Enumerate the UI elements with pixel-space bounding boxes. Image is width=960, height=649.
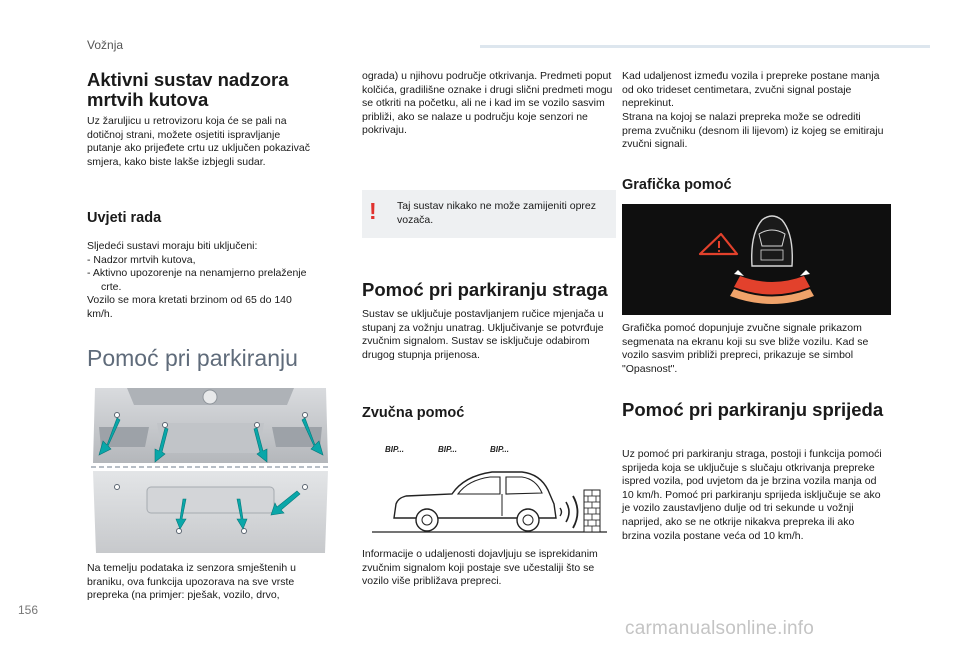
beep-label: BIP... (385, 445, 404, 454)
speed-condition: Vozilo se mora kretati brzinom od 65 do 140 km/h. (87, 294, 292, 320)
warning-text: Taj sustav nikako ne može zamijeniti oprez vozača. (397, 200, 597, 226)
heading-graphic-assist: Grafička pomoć (622, 177, 732, 193)
watermark: carmanualsonline.info (625, 618, 815, 639)
page-number: 156 (18, 603, 39, 617)
heading-parking-assist: Pomoć pri parkiranju (87, 345, 298, 371)
paragraph-front-parking: Uz pomoć pri parkiranju straga, postoji i funkcija pomoći sprijeda koja se uključuje s slučaju otkrivanja prepreke ispred vozila, pod uvjetom da je brzina vozila manja od 10 km/h. Pomoć pri parkiranju sprijeda isključuje se ako je vozilo zaustavljeno dulje od tri sekunde u vožnji naprijed, ako se ne otkrije nikakva prepreka ili ako brzina vozila postane veća od 10 km/h. (622, 448, 882, 542)
paragraph-detection-zone: ograda) u njihovu područje otkrivanja. Predmeti poput kolčića, gradilišne oznake i drugi slični predmeti mogu se otkriti na početku, ali ne i kad im se vozilo sasvim približi, ako se nalaze u području koje senzori ne pokrivaju. (362, 70, 613, 137)
heading-front-parking: Pomoć pri parkiranju sprijeda (622, 399, 884, 420)
paragraph-audio-assist: Informacije o udaljenosti dojavljuju se isprekidanim zvučnim signalom koji postaje sve učestaliji što se vozilo više približava prepreci. (362, 548, 598, 588)
conditions-block (87, 240, 317, 322)
beep-label: BIP... (438, 445, 457, 454)
header-bar (480, 45, 930, 48)
paragraph-blind-spot: Uz žaruljicu u retrovizoru koja će se pali na dotičnoj strani, možete osjetiti ispravljanje putanje ako prijeđete crtu uz uključen pokazivač smjera, kako biste lakše izbjegli sudar. (87, 115, 310, 168)
paragraph-continuous-signal: Kad udaljenost između vozila i prepreke postane manja od oko trideset centimetara, zvučni signal postaje neprekinut. (622, 70, 880, 110)
conditions-intro: Sljedeći sustavi moraju biti uključeni: (87, 240, 258, 252)
heading-audio-assist: Zvučna pomoć (362, 405, 465, 421)
beep-label: BIP... (490, 445, 509, 454)
paragraph-speaker-side: Strana na kojoj se nalazi prepreka može se odrediti prema zvučniku (desnom ili lijevom) iz kojeg se emitiraju zvučni signali. (622, 111, 884, 151)
heading-conditions: Uvjeti rada (87, 210, 162, 226)
condition-item: - Aktivno upozorenje na nenamjerno prelaženje crte. (87, 267, 307, 293)
section-header: Vožnja (87, 38, 124, 52)
heading-rear-parking: Pomoć pri parkiranju straga (362, 279, 608, 300)
paragraph-rear-parking: Sustav se uključuje postavljanjem ručice mjenjača u stupanj za vožnju unatrag. Uključivanje se potvrđuje zvučnim signalom. Sustav se isključuje odabirom drugog stupnja prijenosa. (362, 308, 604, 361)
graphic-assist-screen (622, 204, 891, 315)
paragraph-graphic-assist: Grafička pomoć dopunjuje zvučne signale prikazom segmenata na ekranu koji su sve bliže vozilu. Kad se vozilo sasvim približi prepreci, prikazuje se simbol "Opasnost". (622, 322, 869, 375)
rear-bumper-sensors-figure (87, 383, 334, 553)
heading-blind-spot: Aktivni sustav nadzora mrtvih kutova (87, 69, 289, 110)
paragraph-parking-intro: Na temelju podataka iz senzora smještenih u braniku, ova funkcija upozorava na sve vrste prepreka (na primjer: pješak, vozilo, drvo, (87, 562, 296, 602)
condition-item: - Nadzor mrtvih kutova, (87, 253, 196, 266)
warning-box (362, 190, 616, 238)
warning-exclamation-icon: ! (369, 198, 377, 224)
audio-assist-figure (372, 460, 607, 540)
